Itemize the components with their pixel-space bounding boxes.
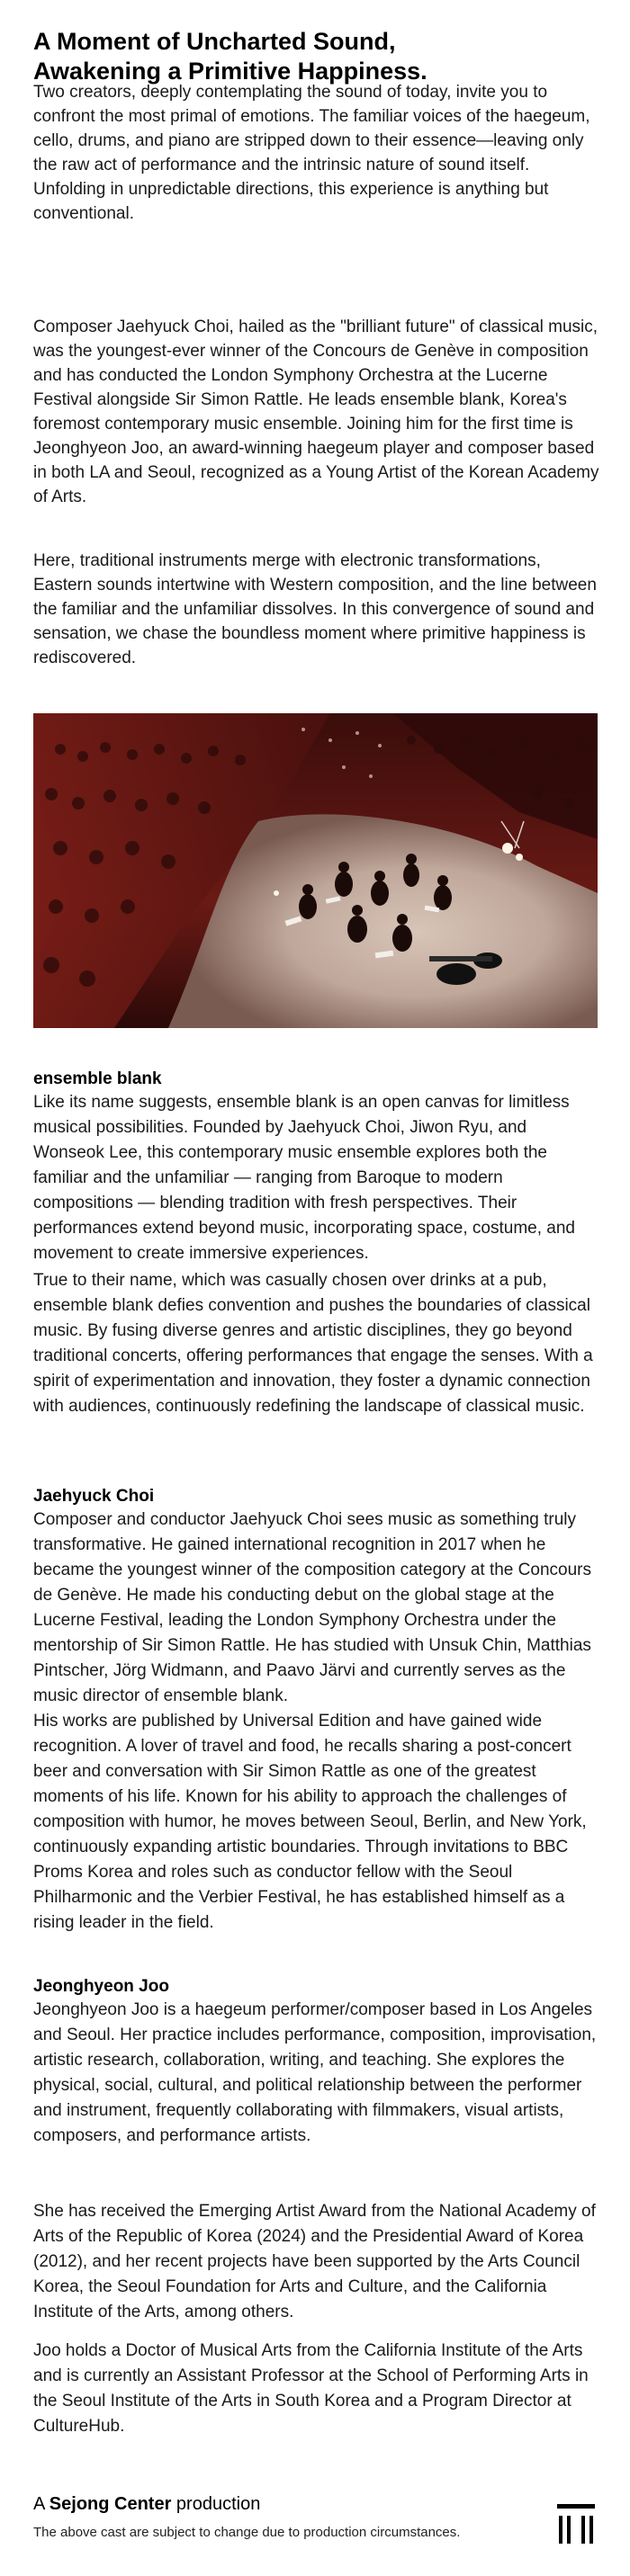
page-title [33,27,591,86]
joo-paragraph-3: Joo holds a Doctor of Musical Arts from the California Institute of the Arts and is currently an Assistant Professor at the School of Performing Arts in the Seoul Institute of the Arts in South Korea and a Program Director at CultureHub. [33,2341,589,2436]
choi-paragraph-2: His works are published by Universal Edition and have gained wide recognition. A lover of travel and food, he recalls sharing a post-concert beer and conversation with Sir Simon Rattle as one of the greatest moments of his life. Known for his ability to approach the challenges of composition with humor, he moves between Seoul, Berlin, and New York, continuously expanding artistic boundaries. Through invitations to BBC Proms Korea and roles such as conductor fellow with the Seoul Philharmonic and the Verbier Festival, he has established himself as a rising leader in the field. [33,1712,587,1932]
section-heading-jaehyuck-choi: Jaehyuck Choi [33,1487,155,1506]
concert-photo [33,713,598,1028]
production-credit [33,2492,260,2516]
title-line-2: Awakening a Primitive Happiness. [33,58,428,85]
intro-paragraph-2: Composer Jaehyuck Choi, hailed as the "brilliant future" of classical music, was the youngest-ever winner of the Concours de Genève in composition and has conducted the London Symphony Orchestra at the Lucerne Festival alongside Sir Simon Rattle. He leads ensemble blank, Korea's foremost contemporary music ensemble. Joining him for the first time is Jeonghyeon Joo, an award-winning haegeum player and composer based in both LA and Seoul, recognized as a Young Artist of the Korean Academy of Arts. [33,318,599,506]
ensemble-paragraph-1: Like its name suggests, ensemble blank is an open canvas for limitless musical possibilities. Founded by Jaehyuck Choi, Jiwon Ryu, and Wonseok Lee, this contemporary music ensemble explores both the familiar and the unfamiliar — ranging from Baroque to modern compositions — blending tradition with fresh perspectives. Their performances extend beyond music, incorporating space, costume, and movement to create immersive experiences. [33,1093,575,1263]
title-line-1: A Moment of Uncharted Sound, [33,28,396,55]
sejong-center-brand: Sejong Center [49,2494,172,2514]
cast-change-note: The above cast are subject to change due to production circumstances. [33,2525,461,2540]
ensemble-paragraph-2: True to their name, which was casually chosen over drinks at a pub, ensemble blank defies convention and pushes the boundaries of classical music. By fusing diverse genres and artistic disciplines, they go beyond traditional concerts, offering performances that engage the senses. With a spirit of experimentation and innovation, they foster a dynamic connection with audiences, continuously redefining the landscape of classical music. [33,1271,593,1416]
production-prefix: A [33,2494,50,2514]
joo-paragraph-1: Jeonghyeon Joo is a haegeum performer/composer based in Los Angeles and Seoul. Her practice includes performance, composition, improvisation, artistic research, collaboration, writing, and teaching. She explores the physical, social, cultural, and political relationship between the performer and instrument, frequently collaborating with filmmakers, visual artists, composers, and performance artists. [33,2000,597,2145]
intro-paragraph-1: Two creators, deeply contemplating the sound of today, invite you to confront the most primal of emotions. The familiar voices of the haegeum, cello, drums, and piano are stripped down to their essence—leaving only the raw act of performance and the intrinsic nature of sound itself. Unfolding in unpredictable directions, this experience is anything but conventional. [33,83,590,223]
section-heading-jeonghyeon-joo: Jeonghyeon Joo [33,1977,169,1996]
production-suffix: production [171,2494,261,2514]
choi-paragraph-1: Composer and conductor Jaehyuck Choi sees music as something truly transformative. He gained international recognition in 2017 when he became the youngest winner of the composition category at the Concours de Genève. He made his conducting debut on the global stage at the Lucerne Festival, leading the London Symphony Orchestra under the mentorship of Sir Simon Rattle. He has studied with Unsuk Chin, Matthias Pintscher, Jörg Widmann, and Paavo Järvi and currently serves as the music director of ensemble blank. [33,1510,591,1705]
sejong-center-logo-icon [554,2502,598,2545]
section-heading-ensemble-blank: ensemble blank [33,1069,162,1088]
intro-paragraph-3: Here, traditional instruments merge with electronic transformations, Eastern sounds intertwine with Western composition, and the line between the familiar and the unfamiliar dissolves. In this convergence of sound and sensation, we chase the boundless moment where primitive happiness is rediscovered. [33,551,597,667]
joo-paragraph-2: She has received the Emerging Artist Award from the National Academy of Arts of the Republic of Korea (2024) and the Presidential Award of Korea (2012), and her recent projects have been supported by the Arts Council Korea, the Seoul Foundation for Arts and Culture, and the California Institute of the Arts, among others. [33,2202,596,2321]
